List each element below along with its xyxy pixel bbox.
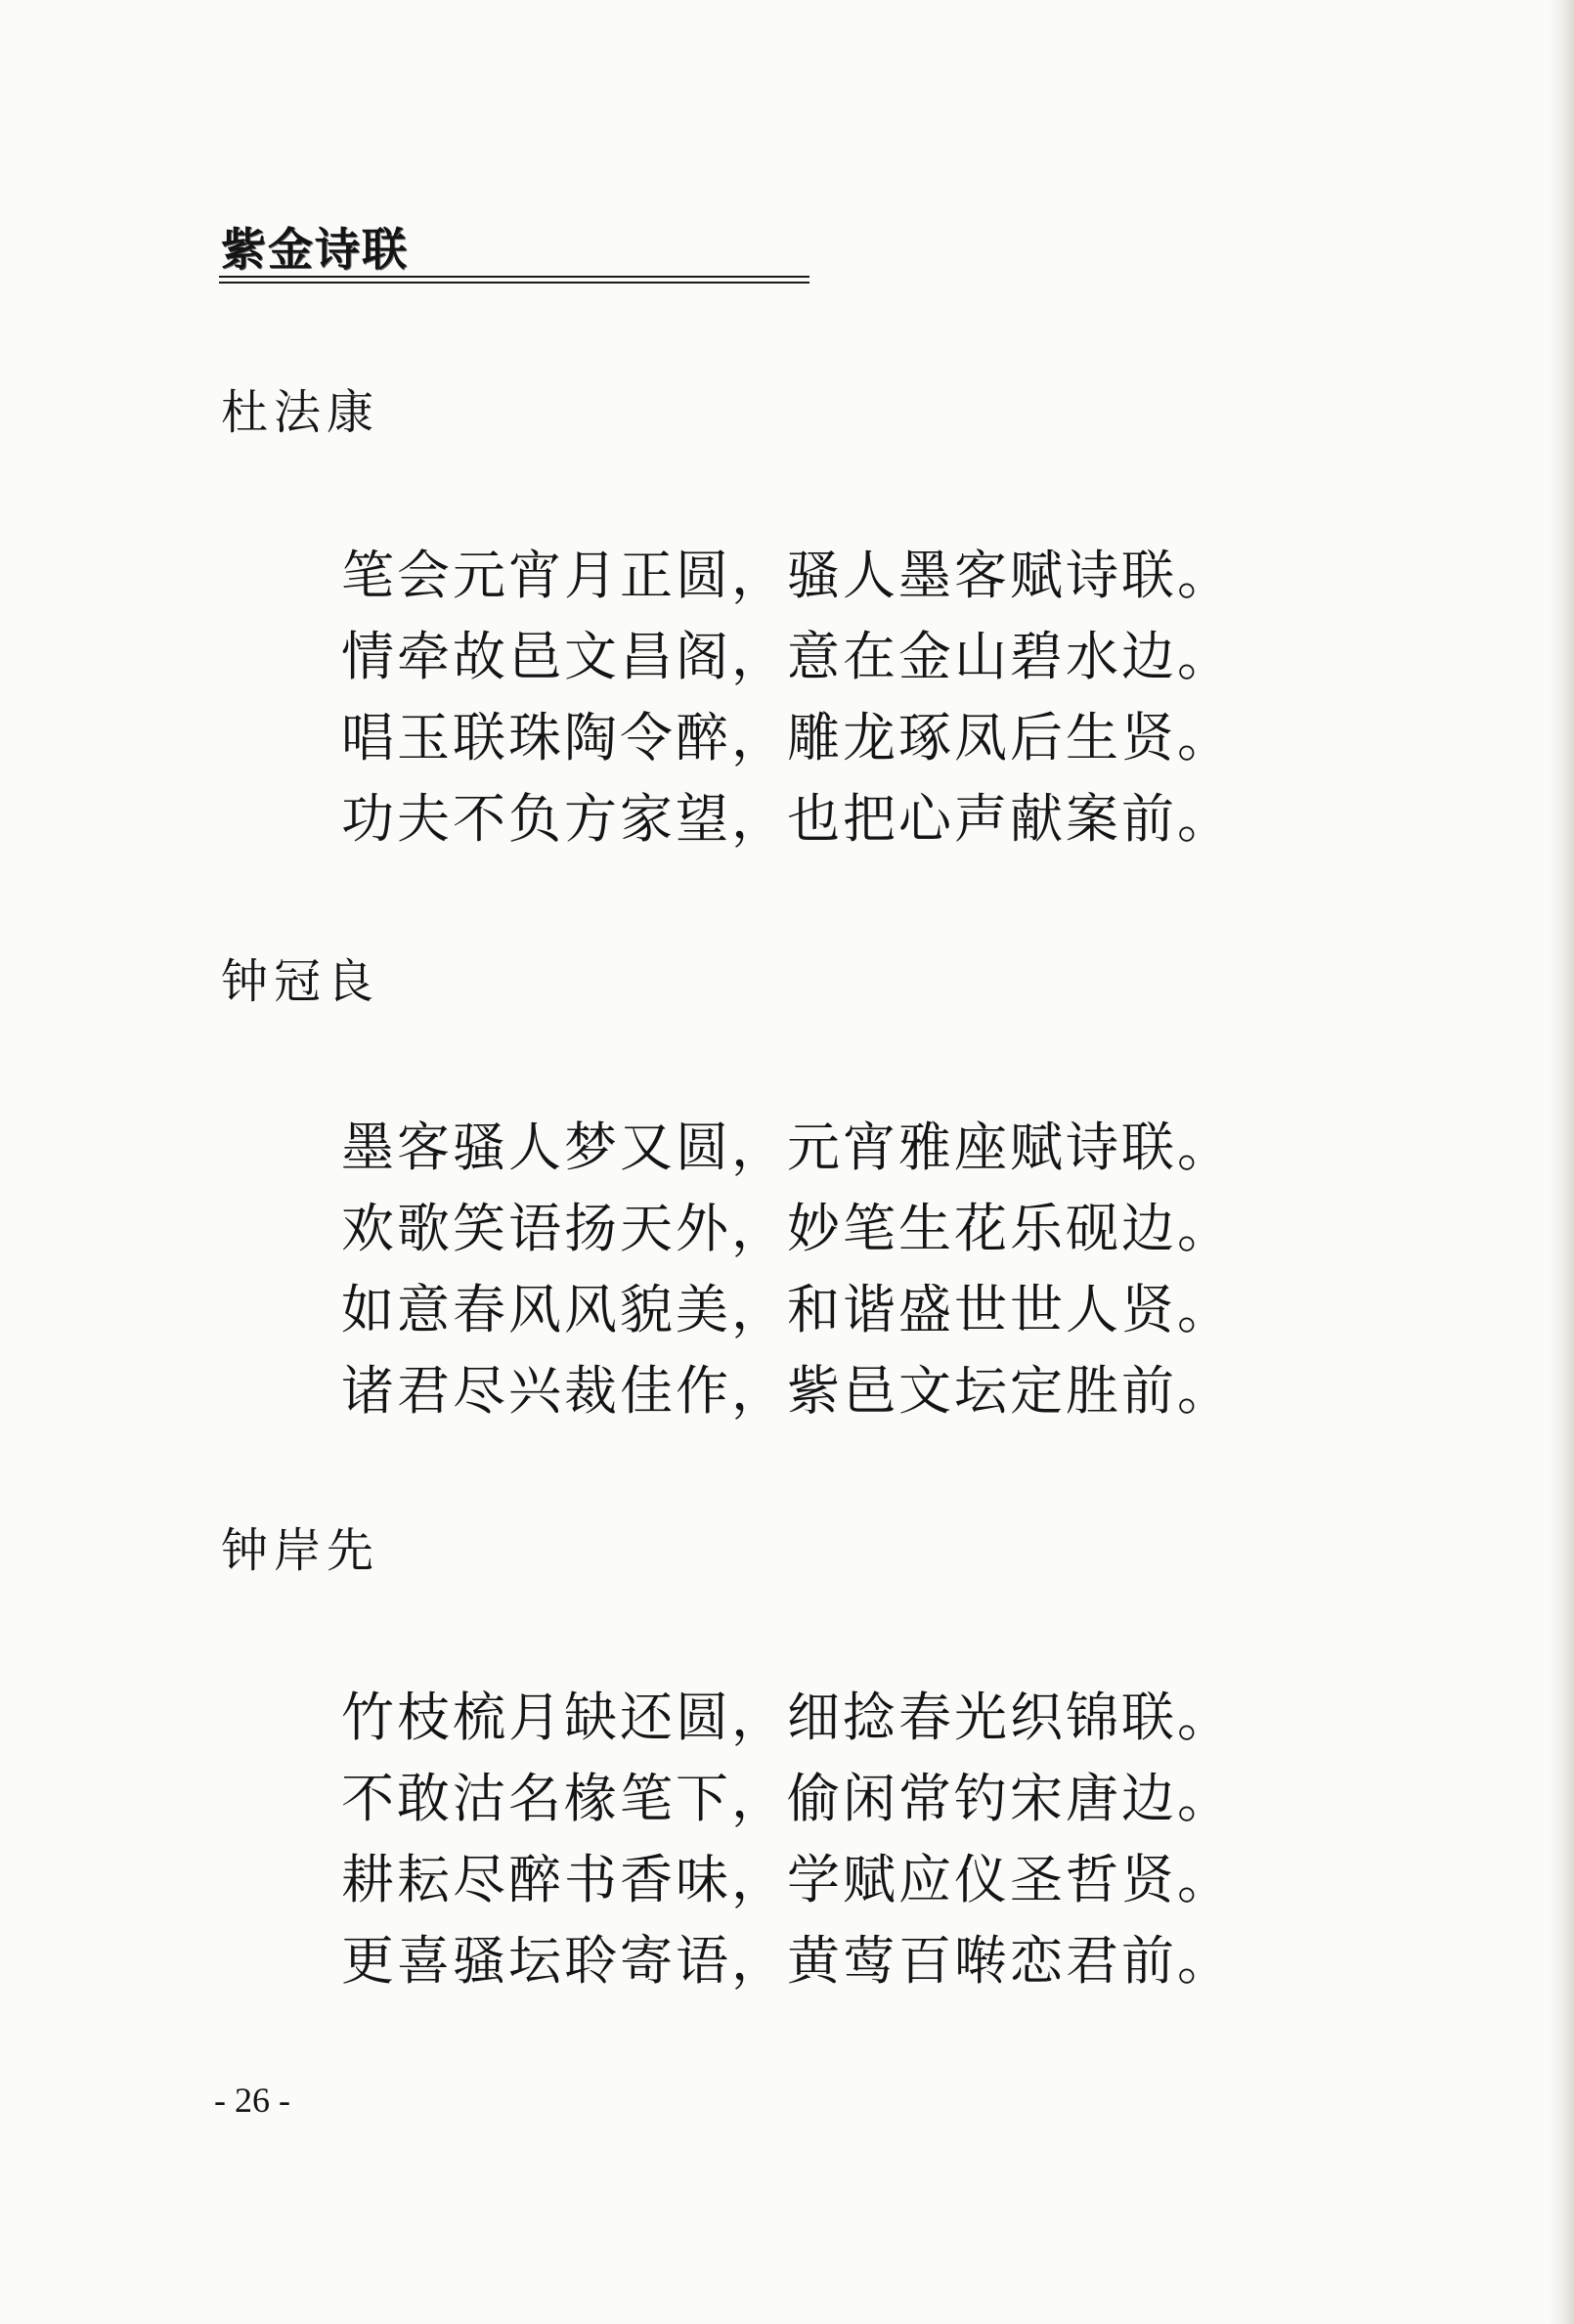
poem-author: 钟岸先 bbox=[221, 1523, 380, 1578]
poem-line: 更喜骚坛聆寄语，黄莺百啭恋君前。 bbox=[341, 1930, 1233, 1992]
poem-body bbox=[341, 1677, 1319, 2001]
poem-line: 竹枝梳月缺还圆，细捻春光织锦联。 bbox=[341, 1687, 1233, 1748]
poem-line: 不敢沽名椽笔下，偷闲常钓宋唐边。 bbox=[341, 1768, 1233, 1829]
poem-line: 欢歌笑语扬天外，妙笔生花乐砚边。 bbox=[341, 1198, 1233, 1259]
poem-line: 唱玉联珠陶令醉，雕龙琢凤后生贤。 bbox=[341, 707, 1233, 768]
page-number: - 26 - bbox=[214, 2081, 290, 2120]
poem-line: 耕耘尽醉书香味，学赋应仪圣哲贤。 bbox=[341, 1849, 1233, 1910]
page-edge bbox=[1549, 0, 1574, 2324]
poem-author: 杜法康 bbox=[221, 385, 380, 440]
poem-line: 如意春风风貌美，和谐盛世世人贤。 bbox=[341, 1279, 1233, 1340]
poem-line: 诸君尽兴裁佳作，紫邑文坛定胜前。 bbox=[341, 1360, 1233, 1422]
poem-line: 墨客骚人梦又圆，元宵雅座赋诗联。 bbox=[341, 1117, 1233, 1178]
poem-author: 钟冠良 bbox=[221, 954, 380, 1009]
section-title: 紫金诗联 bbox=[221, 223, 409, 276]
poem-line: 功夫不负方家望，也把心声献案前。 bbox=[341, 788, 1233, 850]
title-underline bbox=[219, 276, 809, 284]
poem-body bbox=[341, 535, 1319, 859]
poem-body bbox=[341, 1107, 1319, 1431]
poem-line: 情牵故邑文昌阁，意在金山碧水边。 bbox=[341, 626, 1233, 687]
poem-line: 笔会元宵月正圆，骚人墨客赋诗联。 bbox=[341, 545, 1233, 606]
